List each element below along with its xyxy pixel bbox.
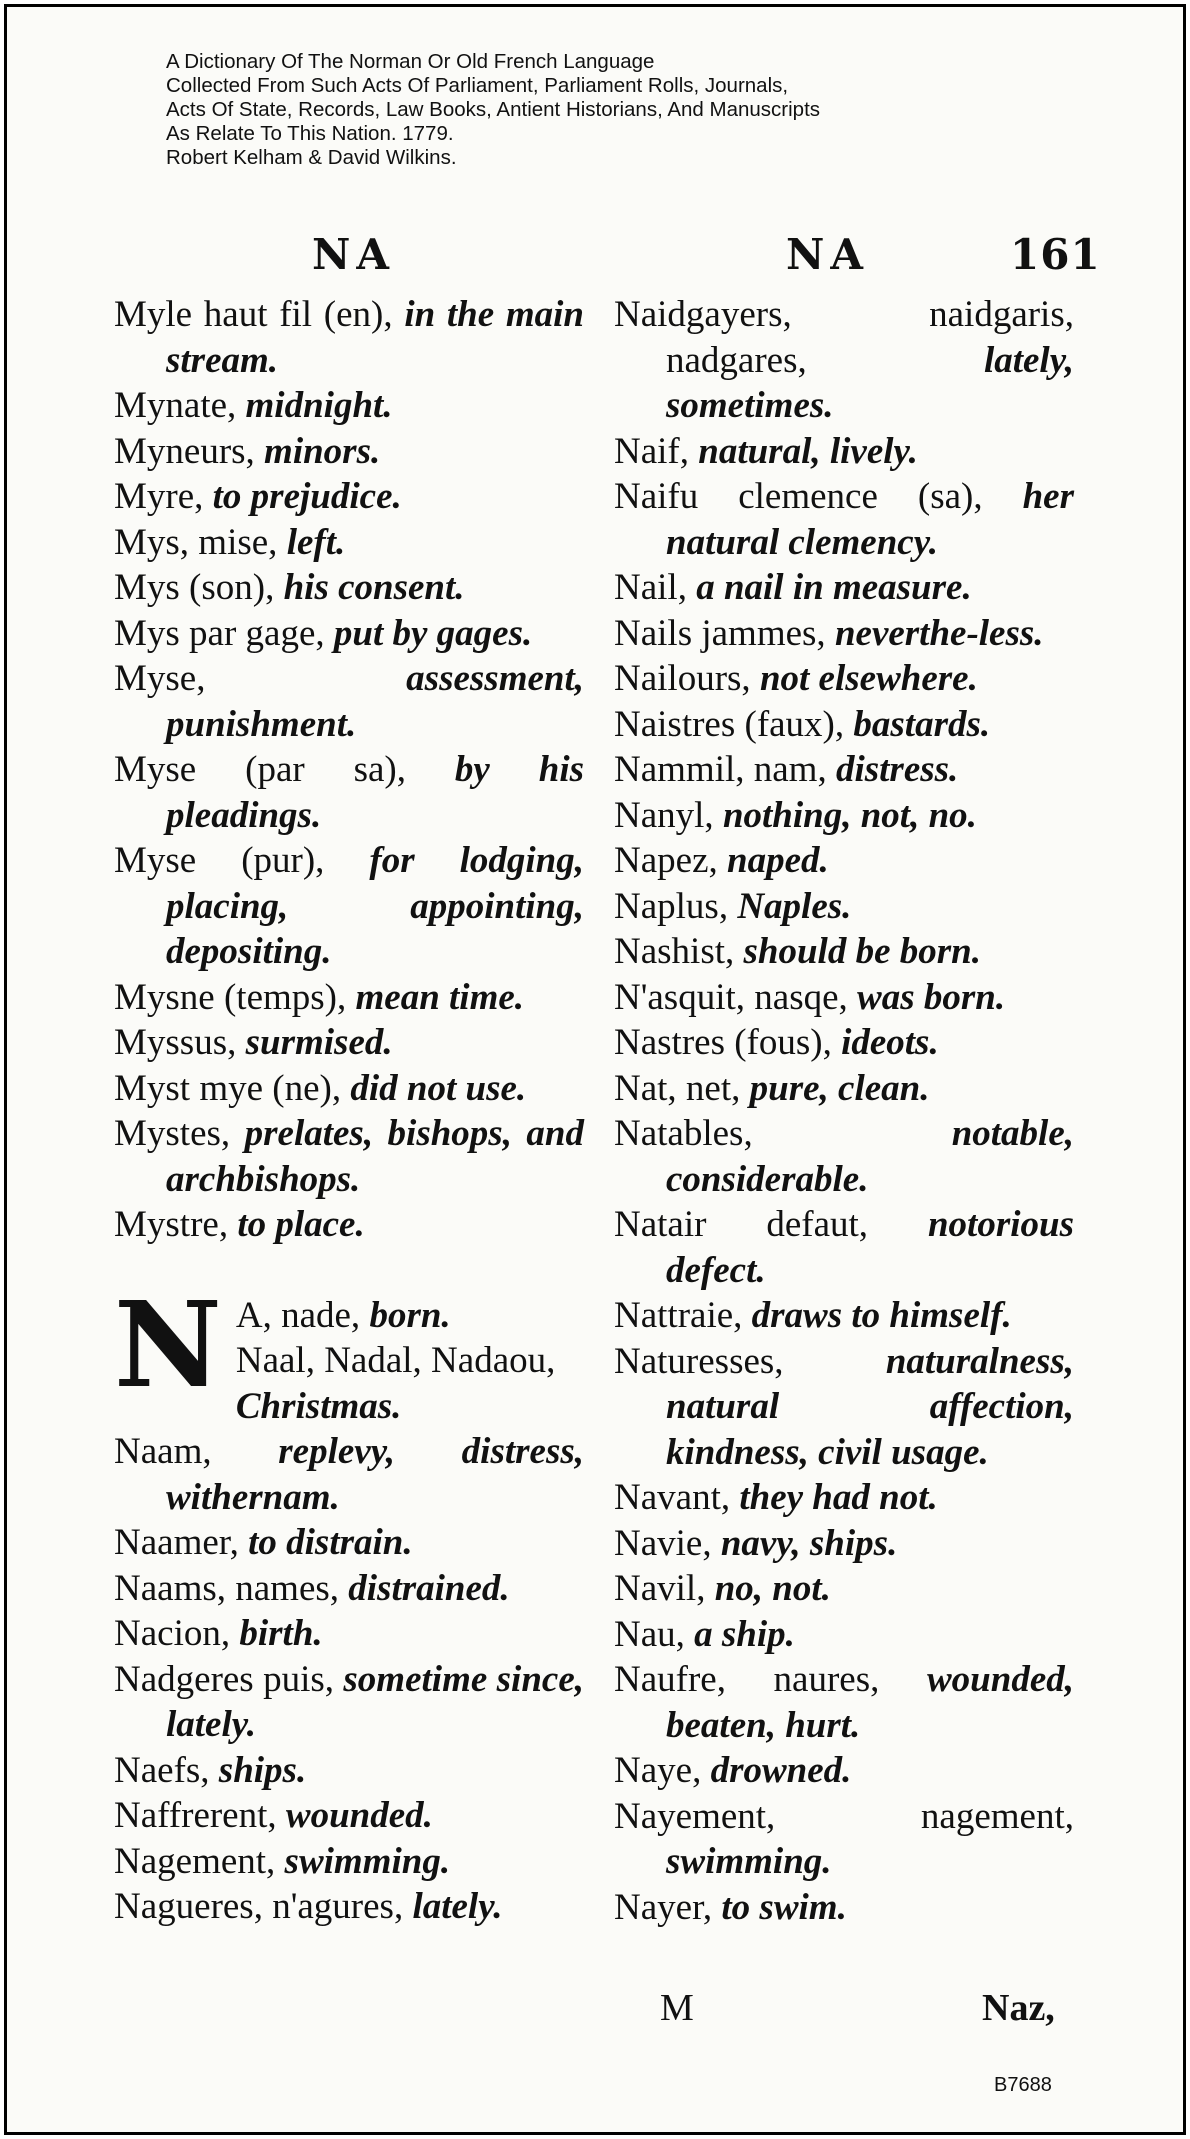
gloss: neverthe-less. [834, 612, 1044, 654]
gloss: was born. [857, 976, 1006, 1018]
dictionary-entry [614, 656, 1074, 702]
gloss: to place. [237, 1204, 365, 1245]
dictionary-entry [614, 975, 1074, 1021]
gloss: minors. [264, 430, 381, 472]
headword: Nashist, [614, 931, 744, 972]
caption-block [166, 50, 1066, 170]
gloss: ships. [218, 1749, 307, 1791]
dictionary-entry [614, 1066, 1074, 1112]
headword: Myssus, [114, 1022, 246, 1063]
headword: Nattraie, [614, 1295, 752, 1336]
dictionary-entry [614, 702, 1074, 748]
signature-mark: M [660, 1987, 694, 2029]
dictionary-entry [614, 929, 1074, 975]
catchword: Naz, [982, 1987, 1055, 2029]
gloss: swimming. [284, 1840, 451, 1882]
gloss: prelates, bishops, and archbishops. [166, 1113, 584, 1200]
dictionary-entry [614, 1111, 1074, 1202]
gloss: for lodging, placing, appointing, depositing. [166, 840, 584, 972]
dropcap-letter: N [114, 1274, 222, 1414]
gloss: wounded, beaten, hurt. [666, 1659, 1074, 1746]
headword: Navil, [614, 1568, 715, 1609]
headword: Nails jammes, [614, 612, 835, 654]
gloss: nothing, not, no. [722, 794, 977, 836]
gloss: wounded. [285, 1795, 433, 1836]
gloss: born. [369, 1294, 451, 1336]
headword: Nayement, nagement, [614, 1795, 1074, 1837]
dictionary-entry [114, 383, 584, 429]
dictionary-entry [114, 565, 584, 611]
headword: Nat, net, [614, 1067, 750, 1109]
headword: Naplus, [614, 885, 738, 927]
gloss: pure, clean. [749, 1067, 930, 1109]
right-column [614, 292, 1074, 1930]
gloss: put by gages. [333, 612, 533, 654]
headword: Nailours, [614, 658, 760, 699]
dictionary-entry [114, 1066, 584, 1112]
headword: Mystes, [114, 1113, 245, 1154]
dictionary-entry [114, 474, 584, 520]
headword: Naufre, naures, [614, 1659, 927, 1700]
page-number: 161 [1010, 230, 1101, 279]
dictionary-entry [614, 1521, 1074, 1567]
gloss: to swim. [721, 1886, 847, 1928]
gloss: should be born. [743, 931, 981, 972]
gloss: a ship. [694, 1613, 795, 1655]
dictionary-entry [114, 1793, 584, 1839]
headword: Naamer, [114, 1522, 249, 1563]
dictionary-entry [114, 838, 584, 975]
gloss: his consent. [283, 567, 465, 608]
headword: Naefs, [114, 1749, 219, 1791]
headword: Mys par gage, [114, 612, 334, 654]
dictionary-entry [114, 656, 584, 747]
dictionary-entry [114, 1748, 584, 1794]
dictionary-entry [614, 1339, 1074, 1476]
headword: Myse (par sa), [114, 749, 455, 790]
headword: Myre, [114, 476, 213, 517]
dictionary-entry [614, 1794, 1074, 1885]
headword: Nayer, [614, 1886, 722, 1928]
dictionary-entry [614, 793, 1074, 839]
headword: Mys (son), [114, 567, 284, 608]
headword: Myneurs, [114, 430, 265, 472]
headword: Nau, [614, 1613, 695, 1655]
gloss: birth. [239, 1613, 323, 1654]
headword: Nanyl, [614, 794, 723, 836]
dictionary-entry [114, 1611, 584, 1657]
headword: Naal, Nadal, Nadaou, [235, 1340, 556, 1381]
dictionary-entry [114, 1520, 584, 1566]
dictionary-entry [114, 292, 584, 383]
dictionary-entry [114, 975, 584, 1021]
dictionary-entry [114, 520, 584, 566]
dictionary-entry [114, 429, 584, 475]
dictionary-entry [614, 429, 1074, 475]
headword: Nacion, [114, 1613, 240, 1654]
headword: A, nade, [235, 1294, 370, 1336]
dictionary-entry [614, 1020, 1074, 1066]
gloss: navy, ships. [720, 1522, 898, 1564]
caption-line: A Dictionary Of The Norman Or Old French Language [166, 50, 655, 73]
dictionary-entry [614, 611, 1074, 657]
gloss: lately, sometimes. [666, 339, 1074, 426]
dictionary-entry [114, 1111, 584, 1202]
dictionary-entry [114, 747, 584, 838]
gloss: lately. [412, 1886, 503, 1927]
gloss: replevy, distress, withernam. [166, 1431, 584, 1518]
headword: N'asquit, nasqe, [614, 976, 858, 1018]
gloss: surmised. [245, 1022, 393, 1063]
headword: Naidgayers, naidgaris, nadgares, [614, 294, 1074, 381]
dictionary-entry [114, 1839, 584, 1885]
running-head-left: NA [312, 230, 395, 279]
gloss: naturalness, natural affection, kindness, civil usage. [666, 1340, 1074, 1473]
headword: Nagueres, n'agures, [114, 1886, 413, 1927]
headword: Myst mye (ne), [114, 1067, 351, 1109]
gloss: draws to himself. [751, 1295, 1012, 1336]
gloss: Naples. [737, 885, 852, 927]
gloss: midnight. [245, 385, 393, 426]
headword: Myle haut fil (en), [114, 294, 405, 335]
headword: Nammil, nam, [614, 749, 836, 790]
dictionary-entry [114, 1566, 584, 1612]
dictionary-entry [114, 1020, 584, 1066]
left-column [114, 292, 584, 1930]
dictionary-entry [614, 1748, 1074, 1794]
gloss: no, not. [714, 1568, 831, 1609]
gloss: swimming. [666, 1841, 832, 1882]
gloss: assessment, punishment. [166, 658, 584, 745]
document-code: B7688 [994, 2074, 1052, 2096]
gloss: natural, lively. [698, 430, 918, 472]
headword: Naifu clemence (sa), [614, 476, 1023, 517]
dictionary-entry [614, 1566, 1074, 1612]
dictionary-entry [614, 1657, 1074, 1748]
headword: Naistres (faux), [614, 703, 854, 745]
dictionary-entry [614, 474, 1074, 565]
headword: Naam, [114, 1431, 279, 1472]
headword: Nagement, [114, 1840, 285, 1882]
dictionary-entry [114, 1429, 584, 1520]
gloss: ideots. [841, 1022, 939, 1063]
gloss: a nail in measure. [696, 567, 972, 608]
caption-line: Collected From Such Acts Of Parliament, Parliament Rolls, Journals, [166, 74, 789, 97]
gloss: notorious defect. [666, 1204, 1074, 1291]
dropcap-entry [114, 1274, 584, 1430]
headword: Mystre, [114, 1204, 238, 1245]
gloss: mean time. [355, 976, 525, 1018]
dictionary-entry [614, 1202, 1074, 1293]
gloss: drowned. [710, 1750, 852, 1791]
headword: Napez, [614, 840, 727, 881]
gloss: her natural clemency. [666, 476, 1074, 563]
gloss: distrained. [348, 1567, 510, 1609]
gloss: bastards. [853, 703, 991, 745]
gloss: left. [286, 521, 346, 563]
dictionary-entry [114, 1884, 584, 1930]
gloss: to prejudice. [212, 476, 402, 517]
gloss: did not use. [350, 1067, 527, 1109]
headword: Nail, [614, 567, 697, 608]
dictionary-entry [114, 1657, 584, 1748]
gloss: distress. [835, 749, 959, 790]
dictionary-entry [614, 1885, 1074, 1931]
gloss: sometime since, lately. [166, 1658, 585, 1745]
gloss: not elsewhere. [759, 658, 978, 699]
gloss: to distrain. [248, 1522, 413, 1563]
headword: Naye, [614, 1750, 711, 1791]
dictionary-entry [614, 565, 1074, 611]
gloss: Christmas. [235, 1385, 402, 1427]
dictionary-entry [614, 884, 1074, 930]
headword: Natair defaut, [614, 1204, 928, 1245]
headword: Myse (pur), [114, 840, 370, 881]
dictionary-entry [614, 292, 1074, 429]
dictionary-entry [614, 838, 1074, 884]
running-head-center: NA [786, 230, 869, 279]
gloss: naped. [727, 840, 829, 881]
headword: Naturesses, [614, 1340, 886, 1382]
headword: Naif, [614, 430, 699, 472]
caption-line: Acts Of State, Records, Law Books, Antient Historians, And Manuscripts [166, 98, 821, 121]
dictionary-entry [114, 1202, 584, 1248]
headword: Mys, mise, [114, 521, 287, 563]
headword: Natables, [614, 1113, 952, 1154]
dictionary-entry [614, 1475, 1074, 1521]
headword: Naffrerent, [114, 1795, 286, 1836]
headword: Navie, [614, 1522, 721, 1564]
dictionary-entry [614, 1612, 1074, 1658]
headword: Mynate, [114, 385, 246, 426]
headword: Navant, [614, 1477, 740, 1518]
dictionary-entry [614, 1293, 1074, 1339]
headword: Myse, [114, 658, 407, 699]
dictionary-entry [114, 611, 584, 657]
headword: Naams, names, [114, 1567, 349, 1609]
dictionary-entry [614, 747, 1074, 793]
headword: Nadgeres puis, [114, 1658, 344, 1700]
gloss: they had not. [739, 1477, 938, 1518]
headword: Nastres (fous), [614, 1022, 842, 1063]
gloss: by his pleadings. [166, 749, 584, 836]
caption-line: As Relate To This Nation. 1779. [166, 122, 454, 145]
headword: Mysne (temps), [114, 976, 356, 1018]
caption-line: Robert Kelham & David Wilkins. [166, 146, 457, 169]
gloss: in the main stream. [166, 294, 584, 381]
gloss: notable, considerable. [666, 1113, 1074, 1200]
